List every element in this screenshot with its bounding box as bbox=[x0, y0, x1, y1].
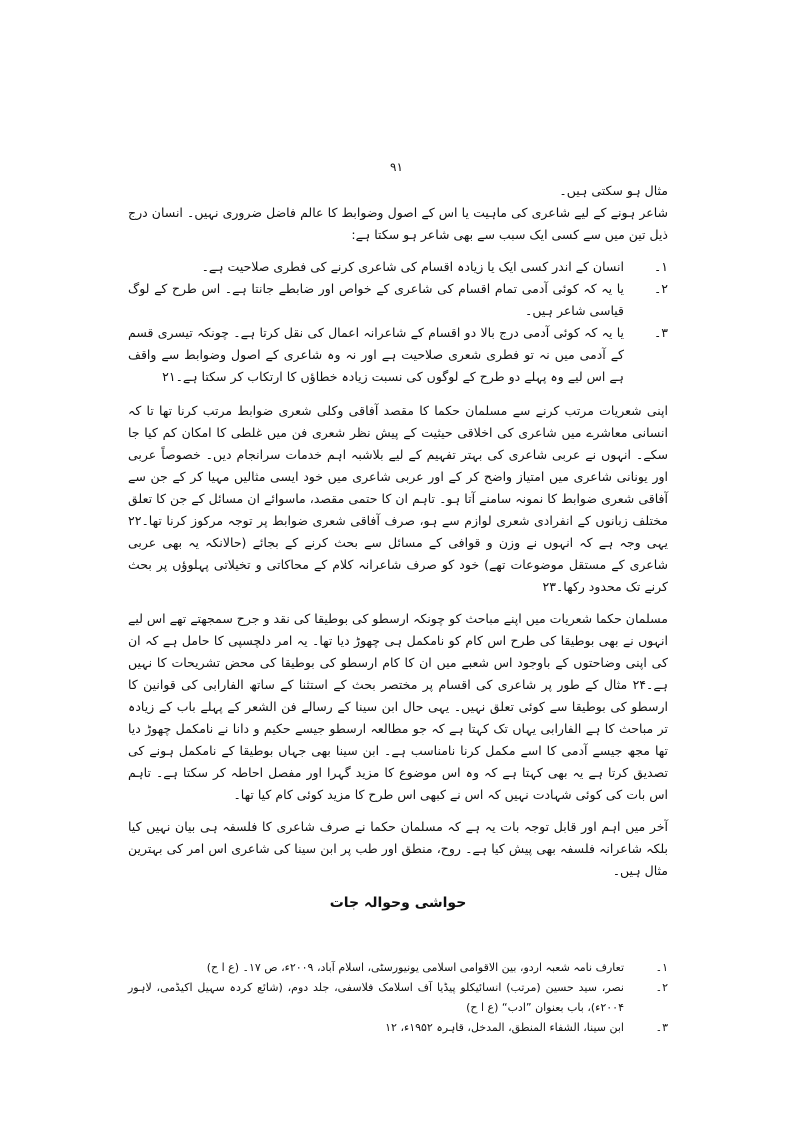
list-number: ۲۔ bbox=[653, 281, 668, 296]
note-number: ۲۔ bbox=[655, 981, 668, 994]
note-text: نصر، سید حسین (مرتب) انسائیکلو پیڈیا آف اسلامک فلاسفی، جلد دوم، (شائع کردہ سہیل اکیڈمی، لاہور ۲۰۰۴ء)، باب بعنوان ”ادب“ (ع ا ح) bbox=[128, 981, 624, 1014]
paragraph: اپنی شعریات مرتب کرنے سے مسلمان حکما کا مقصد آفاقی وکلی شعری ضوابط مرتب کرنا تھا تا کہ انسانی معاشرے میں شاعری کی اخلاقی حیثیت کے پیش نظر شعری فن میں غلطی کا امکان کم کیا جا سکے۔ انہوں نے عربی شاعری کی بہتر تفہیم کے لیے بلاشبہ اہم خدمات سرانجام دیں۔ خصوصاً عربی اور یونانی شاعری میں امتیاز واضح کر کے اور عربی شاعری میں خود ایسی مثالیں مہیا کر کے جن سے آفاقی شعری ضوابط کا نمونہ سامنے آتا ہو۔ تاہم ان کا حتمی مقصد، ماسوائے ان مسائل کے جن کا تعلق مختلف زبانوں کے انفرادی شعری لوازم سے ہو، صرف آفاقی شعری ضوابط پر توجہ مرکوز کرنا تھا۔۲۲ یہی وجہ ہے کہ انہوں نے وزن و قوافی کے مسائل سے بحث کرنے کے بجائے (حالانکہ یہ بھی عربی شاعری کے مستقل موضوعات تھے) خود کو صرف شاعرانہ کلام کے محاکاتی و تخیلاتی پہلوؤں پر بحث کرنے تک محدود رکھا۔۲۳ bbox=[128, 403, 668, 594]
note-text: ابن سینا، الشفاء المنطق، المدخل، قاہرہ ۱۹۵۲ء، ۱۲ bbox=[385, 1021, 624, 1034]
list-item bbox=[128, 256, 668, 278]
paragraph: مسلمان حکما شعریات میں اپنے مباحث کو چونکہ ارسطو کی بوطیقا کی نقد و جرح سمجھتے تھے اس لیے انہوں نے بھی بوطیقا کی طرح اس کام کو نامکمل ہی چھوڑ دیا تھا۔ یہ امر دلچسپی کا حامل ہے کہ ان کی اپنی وضاحتوں کے باوجود اس شعبے میں ان کا کام ارسطو کی بوطیقا کی محض تشریحات کا نہیں ہے۔۲۴ مثال کے طور پر شاعری کی اقسام پر مختصر بحث کے استثنا کے ساتھ الفارابی کی قوانین کا ارسطو کی بوطیقا سے کوئی تعلق نہیں۔ یہی حال ابن سینا کے رسالے فن الشعر کے پہلے باب کے زیادہ تر مباحث کا ہے الفارابی یہاں تک کہتا ہے کہ جو مطالعہ ارسطو جیسے حکیم و دانا نے نامکمل چھوڑ دیا تھا مجھ جیسے آدمی کا اسے مکمل کرنا نامناسب ہے۔ ابن سینا بھی جہاں بوطیقا کے نامکمل ہونے کی تصدیق کرتا ہے یہ بھی کہتا ہے کہ وہ اس موضوع کا مزید گہرا اور مفصل احاطہ کر سکتا ہے۔ تاہم اس بات کی کوئی شہادت نہیں کہ اس نے کبھی اس طرح کا مزید کوئی کام کیا تھا۔ bbox=[128, 611, 668, 802]
page-number: ۹۱ bbox=[390, 160, 403, 174]
paragraph: شاعر ہونے کے لیے شاعری کی ماہیت یا اس کے اصول وضوابط کا عالم فاضل ضروری نہیں۔ انسان درج ذیل تین میں سے کسی ایک سبب سے بھی شاعر ہو سکتا ہے: bbox=[128, 205, 668, 242]
note-number: ۱۔ bbox=[655, 961, 668, 974]
note-number: ۳۔ bbox=[655, 1021, 668, 1034]
paragraph: مثال ہو سکتی ہیں۔ bbox=[559, 183, 668, 198]
paragraph: آخر میں اہم اور قابل توجہ بات یہ ہے کہ مسلمان حکما نے صرف شاعری کا فلسفہ ہی بیان نہیں کیا بلکہ شاعرانہ فلسفہ بھی پیش کیا ہے۔ روح، منطق اور طب پر ابن سینا کی شاعری اس امر کی بہترین مثال ہیں۔ bbox=[128, 819, 668, 878]
note-item bbox=[128, 958, 668, 978]
list-text: یا یہ کہ کوئی آدمی درج بالا دو اقسام کے شاعرانہ اعمال کی نقل کرتا ہے۔ چونکہ تیسری قسم کے آدمی میں نہ تو فطری شعری صلاحیت ہے اور نہ وہ شاعری کے اصول وضوابط سے واقف ہے اس لیے وہ پہلے دو طرح کے لوگوں کی نسبت زیادہ خطاؤں کا ارتکاب کر سکتا ہے۔۲۱ bbox=[128, 325, 624, 384]
main-text bbox=[128, 180, 668, 1038]
list-text: یا یہ کہ کوئی آدمی تمام اقسام کی شاعری کے خواص اور ضابطے جانتا ہے۔ اس طرح کے لوگ قیاسی شاعر ہیں۔ bbox=[128, 281, 624, 318]
list-item bbox=[128, 278, 668, 322]
list-number: ۱۔ bbox=[653, 259, 668, 274]
list-text: انسان کے اندر کسی ایک یا زیادہ اقسام کی شاعری کرنے کی فطری صلاحیت ہے۔ bbox=[201, 259, 624, 274]
list-item bbox=[128, 322, 668, 388]
notes-list bbox=[128, 958, 668, 1038]
note-item bbox=[128, 978, 668, 1018]
note-item bbox=[128, 1018, 668, 1038]
note-text: تعارف نامہ شعبہ اردو، بین الاقوامی اسلامی یونیورسٹی، اسلام آباد، ۲۰۰۹ء، ص ۱۷۔ (ع ا ح) bbox=[206, 961, 624, 974]
notes-heading: حواشی وحوالہ جات bbox=[329, 895, 467, 911]
numbered-list bbox=[128, 256, 668, 388]
list-number: ۳۔ bbox=[653, 325, 668, 340]
